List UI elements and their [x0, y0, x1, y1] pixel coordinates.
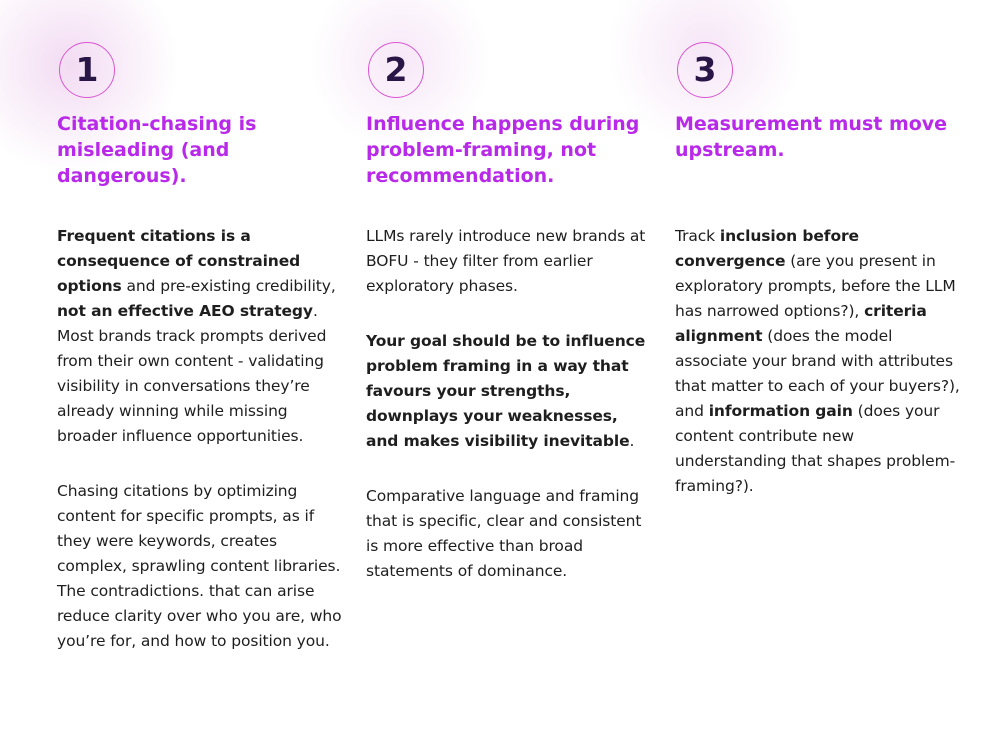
- bold-text-segment: information gain: [708, 402, 853, 420]
- point-2-body: [366, 224, 652, 584]
- point-column-1: [57, 42, 343, 654]
- bold-text-segment: not an effective AEO strategy: [57, 302, 313, 320]
- bold-text-segment: Frequent citations is a consequence of constrained options: [57, 227, 301, 295]
- step-2-number-badge: [368, 42, 424, 98]
- text-segment: (does your content contribute new understanding that shapes problem-framing?).: [675, 402, 956, 495]
- text-segment: Chasing citations by optimizing content for specific prompts, as if they were keywords, creates complex, sprawling content libraries. The contradictions. that can arise reduce clarity over who you are, who you’re for, and how to position you.: [57, 482, 342, 650]
- paragraph: [366, 224, 652, 299]
- text-segment: (does the model associate your brand with attributes that matter to each of your buyers?), and: [675, 327, 960, 420]
- step-1-number-badge: [59, 42, 115, 98]
- point-3-body: [675, 224, 961, 499]
- bold-text-segment: inclusion before convergence: [675, 227, 859, 270]
- bold-text-segment: Your goal should be to influence problem framing in a way that favours your strengths, downplays your weaknesses, and makes visibility inevitable: [366, 332, 646, 450]
- text-segment: Comparative language and framing that is specific, clear and consistent is more effective than broad statements of dominance.: [366, 487, 642, 580]
- paragraph: [366, 329, 652, 454]
- text-segment: . Most brands track prompts derived from their own content - validating visibility in conversations they’re already winning while missing broader influence opportunities.: [57, 302, 327, 445]
- step-3-number-badge: [677, 42, 733, 98]
- paragraph: [675, 224, 961, 499]
- point-3-heading: Measurement must move upstream.: [675, 113, 948, 161]
- point-column-3: [675, 42, 961, 654]
- step-3-number: 3: [693, 49, 717, 89]
- text-segment: .: [629, 432, 635, 450]
- point-1-heading: Citation-chasing is misleading (and dangerous).: [57, 113, 257, 187]
- paragraph: [57, 479, 343, 654]
- point-column-2: [366, 42, 652, 654]
- bold-text-segment: criteria alignment: [675, 302, 927, 345]
- paragraph: [366, 484, 652, 584]
- text-segment: (are you present in exploratory prompts, before the LLM has narrowed options?),: [675, 252, 956, 320]
- text-segment: Track: [675, 227, 720, 245]
- text-segment: LLMs rarely introduce new brands at BOFU - they filter from earlier exploratory phases.: [366, 227, 646, 295]
- point-2-heading: Influence happens during problem-framing, not recommendation.: [366, 113, 640, 187]
- text-segment: and pre-existing credibility,: [121, 277, 336, 295]
- paragraph: [57, 224, 343, 449]
- step-2-number: 2: [384, 49, 408, 89]
- step-1-number: 1: [75, 49, 99, 89]
- point-1-body: [57, 224, 343, 654]
